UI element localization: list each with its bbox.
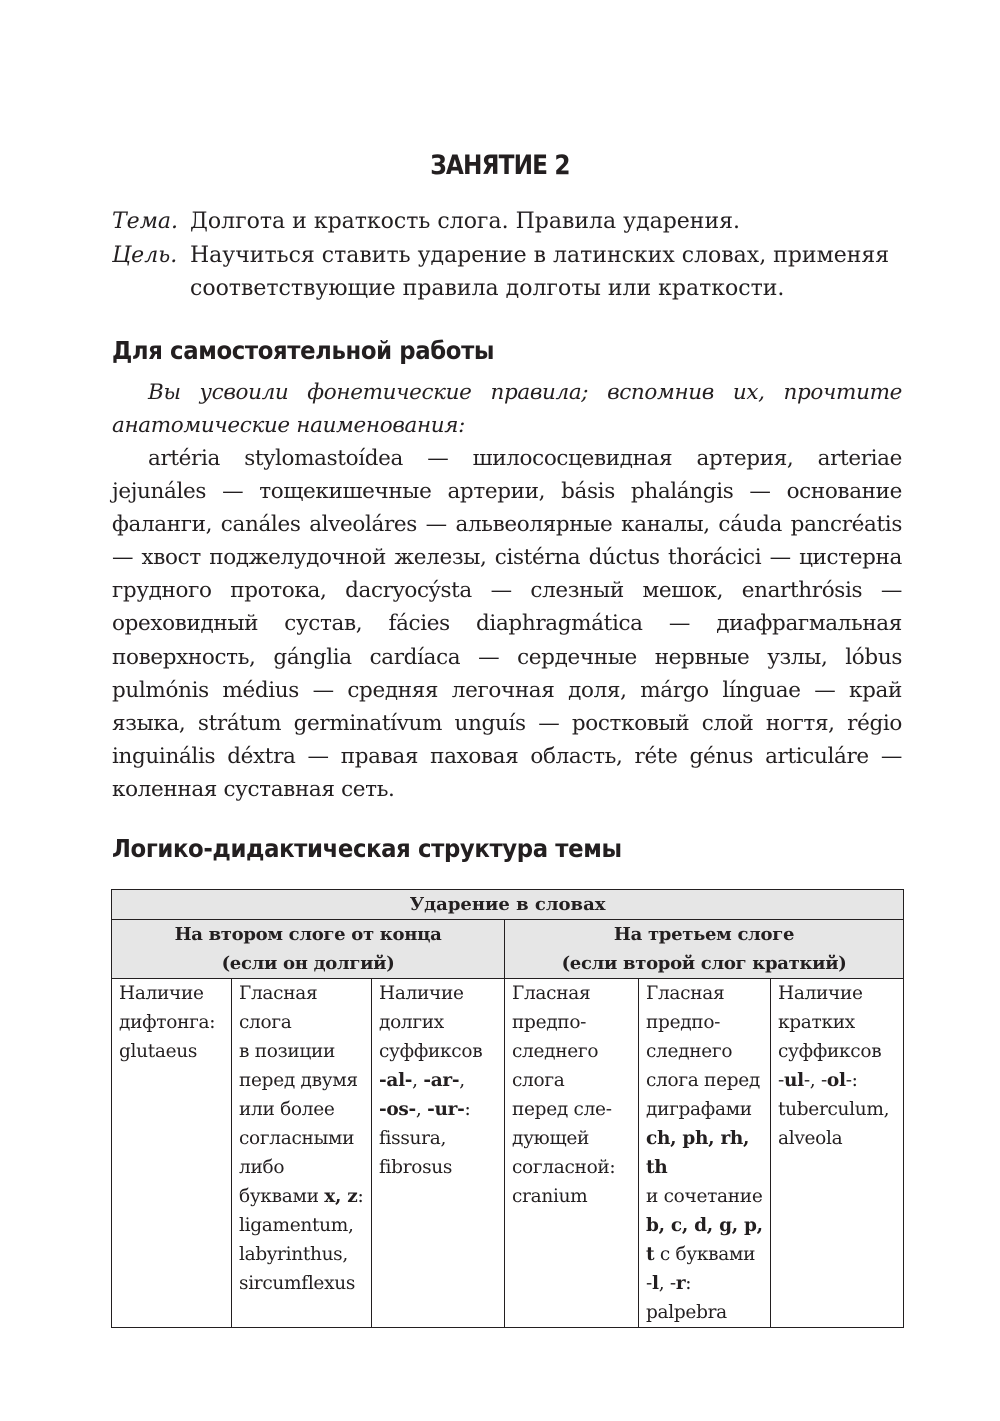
consonant-letters: b, c, d, g, p, t <box>646 1215 763 1265</box>
rule-vowel-before-consonant-text: Гласная предпо- следнего слога перед сле- дующей согласной: cranium <box>512 983 616 1207</box>
theme-label: Тема. <box>112 209 179 234</box>
suffix-ol: ol <box>826 1070 846 1091</box>
anatomical-terms-paragraph: artéria stylomastoídea — шилососцевидная артерия, arteriae jejunáles — тощекишечные артерии, básis phalángis — основание фаланги, canáles alveoláres — альвеолярные каналы, cáuda pancréatis — хвост поджелудочной железы, cistérna dúctus thorácici — цистерна грудного протока, dacryocýsta — слезный мешок, enarthrósis — ореховидный сустав, fácies diaphragmática — диафрагмальная поверхность, gánglia cardíaca — сердечные нервные узлы, lóbus pulmónis médius — средняя легочная доля, márgo línguae — край языка, strátum germinatívum unguís — ростковый слой ногтя, régio inguinális déxtra — правая паховая область, réte génus articuláre — коленная суставная сеть. <box>112 446 902 802</box>
theme-row <box>112 205 912 239</box>
group-header-third-syllable: На третьем слоге (если второй слог краткий) <box>505 920 904 979</box>
rule-vowel-before-consonants <box>232 979 372 1328</box>
rule-vowel-before-consonants-examples: : ligamentum, labyrinthus, sircumflexus <box>239 1186 364 1294</box>
suffix-ur: -ur- <box>427 1099 465 1120</box>
rule-vowel-before-digraphs-text: Гласная предпо- следнего слога перед диграфами <box>646 983 761 1120</box>
structure-heading: Логико-дидактическая структура темы <box>112 834 622 863</box>
suffix-ul: ul <box>783 1070 804 1091</box>
lesson-meta <box>112 205 912 306</box>
suffix-ar: -ar- <box>423 1070 460 1091</box>
separator: , <box>415 1099 428 1120</box>
suffix-al: -al- <box>379 1070 413 1091</box>
suffix-os: -os- <box>379 1099 416 1120</box>
letter-l: l <box>651 1273 659 1294</box>
goal-row <box>112 239 912 306</box>
goal-text: Научиться ставить ударение в латинских словах, применяя соответствующие правила долготы или краткости. <box>190 242 890 301</box>
rule-letters-xz: x, z <box>324 1186 358 1207</box>
lesson-title: ЗАНЯТИЕ 2 <box>430 150 570 181</box>
rule-text-part: и сочетание <box>646 1186 763 1207</box>
table-title: Ударение в словах <box>112 890 904 920</box>
group-header-second-syllable: На втором слоге от конца (если он долгий) <box>112 920 505 979</box>
self-study-intro: Вы усвоили фонетические правила; вспомнив их, прочтите анатомические наименования: <box>112 380 902 439</box>
rule-diphthong <box>112 979 232 1328</box>
separator: , <box>459 1070 465 1091</box>
rule-text-part: с буквами - <box>646 1244 756 1294</box>
rule-vowel-before-consonants-text: Гласная слога в позиции перед двумя или более согласными либо буквами <box>239 983 358 1207</box>
rule-short-suffixes-text: Наличие кратких суффиксов - <box>778 983 882 1091</box>
rule-short-suffixes <box>771 979 904 1328</box>
rule-long-suffixes <box>372 979 505 1328</box>
rule-vowel-before-digraphs-example: : palpebra <box>646 1273 727 1323</box>
separator: , - <box>658 1273 676 1294</box>
self-study-heading: Для самостоятельной работы <box>112 336 495 365</box>
separator: , <box>412 1070 424 1091</box>
digraphs: ch, ph, rh, th <box>646 1128 750 1178</box>
stress-rules-table <box>111 889 904 1328</box>
rule-vowel-before-digraphs <box>639 979 771 1328</box>
rule-diphthong-text: Наличие дифтонга: glutaeus <box>119 983 216 1062</box>
goal-label: Цель. <box>112 242 178 268</box>
rule-vowel-before-consonant <box>505 979 639 1328</box>
rule-long-suffixes-examples: : fissura, fibrosus <box>379 1099 471 1178</box>
separator: -, - <box>803 1070 827 1091</box>
rule-short-suffixes-examples: -: tuberculum, alveola <box>778 1070 890 1149</box>
letter-r: r <box>675 1273 686 1294</box>
theme-text: Долгота и краткость слога. Правила ударения. <box>190 209 740 234</box>
rule-long-suffixes-text: Наличие долгих суффиксов <box>379 983 483 1062</box>
